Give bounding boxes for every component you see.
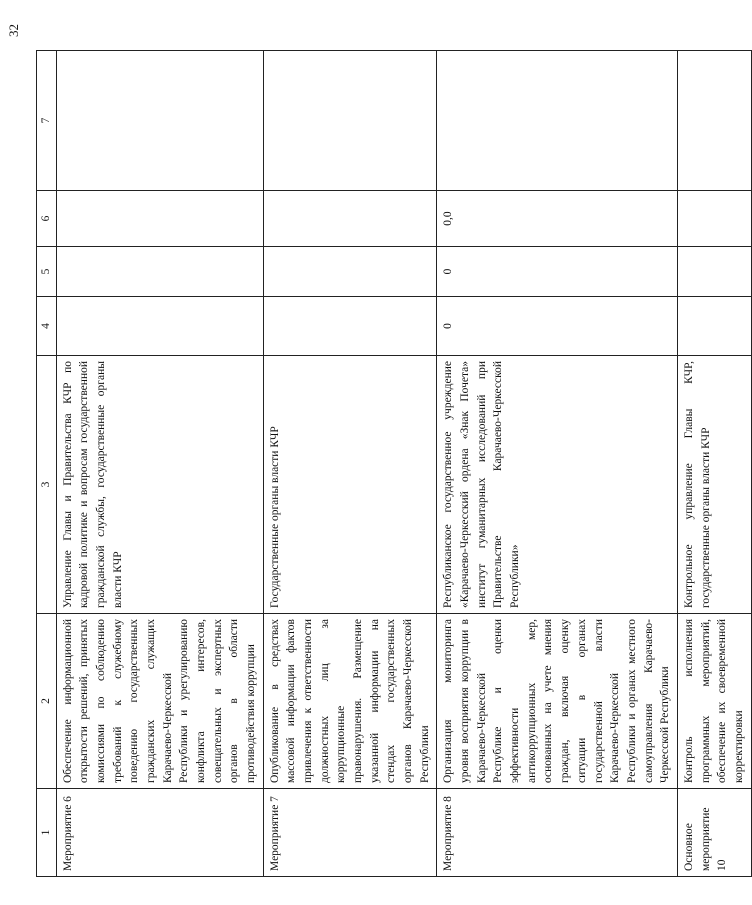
value-col-7 [677, 51, 751, 191]
column-header-4: 4 [37, 297, 57, 356]
value-col-4: 0 [437, 297, 677, 356]
activity-description: Контроль исполнения программных мероприятий, обеспечение их своевременной корректировки [677, 614, 751, 789]
activity-executor: Республиканское государственное учреждение «Карачаево-Черкесский ордена «Знак Почета» институт гуманитарных исследований при Правительстве Карачаево-Черкесской Республики» [437, 356, 677, 614]
table-row [677, 51, 751, 877]
page-number: 32 [6, 24, 21, 37]
program-table [36, 50, 752, 877]
value-col-5: 0 [437, 247, 677, 297]
column-header-6: 6 [37, 191, 57, 247]
table-row [437, 51, 677, 877]
activity-description: Обеспечение информационной открытости решений, принятых комиссиями по соблюдению требований к служебному поведению государственных гражданских служащих Карачаево-Черкесской Республики и урегулированию конфликта интересов, совещательных и экспертных органов в области противодействия коррупции [56, 614, 263, 789]
activity-executor: Управление Главы и Правительства КЧР по кадровой политике и вопросам государственной гражданской службы, государственные органы власти КЧР [56, 356, 263, 614]
activity-description: Организация мониторинга уровня восприятия коррупции в Карачаево-Черкесской Республике и оценки эффективности антикоррупционных мер, основанных на учете мнения граждан, включая оценку ситуации в органах государственной власти Карачаево-Черкесской Республики и органах местного самоуправления Карачаево-Черкесской Республики [437, 614, 677, 789]
value-col-7 [56, 51, 263, 191]
value-col-6 [56, 191, 263, 247]
value-col-7 [437, 51, 677, 191]
column-header-7: 7 [37, 51, 57, 191]
value-col-4 [56, 297, 263, 356]
activity-description: Опубликование в средствах массовой информации фактов привлечения к ответственности должностных лиц за коррупционные правонарушения. Размещение указанной информации на стендах государственных органов Карачаево-Черкесской Республики [263, 614, 437, 789]
table-row [263, 51, 437, 877]
value-col-4 [677, 297, 751, 356]
header-row [37, 51, 57, 877]
activity-name: Основное мероприятие 10 [677, 789, 751, 877]
value-col-4 [263, 297, 437, 356]
activity-executor: Контрольное управление Главы КЧР, государственные органы власти КЧР [677, 356, 751, 614]
value-col-6 [263, 191, 437, 247]
value-col-5 [263, 247, 437, 297]
value-col-7 [263, 51, 437, 191]
value-col-6: 0,0 [437, 191, 677, 247]
value-col-5 [56, 247, 263, 297]
value-col-6 [677, 191, 751, 247]
column-header-2: 2 [37, 614, 57, 789]
table-row [56, 51, 263, 877]
column-header-1: 1 [37, 789, 57, 877]
activity-name: Мероприятие 8 [437, 789, 677, 877]
activity-name: Мероприятие 7 [263, 789, 437, 877]
column-header-5: 5 [37, 247, 57, 297]
value-col-5 [677, 247, 751, 297]
activity-name: Мероприятие 6 [56, 789, 263, 877]
column-header-3: 3 [37, 356, 57, 614]
activity-executor: Государственные органы власти КЧР [263, 356, 437, 614]
